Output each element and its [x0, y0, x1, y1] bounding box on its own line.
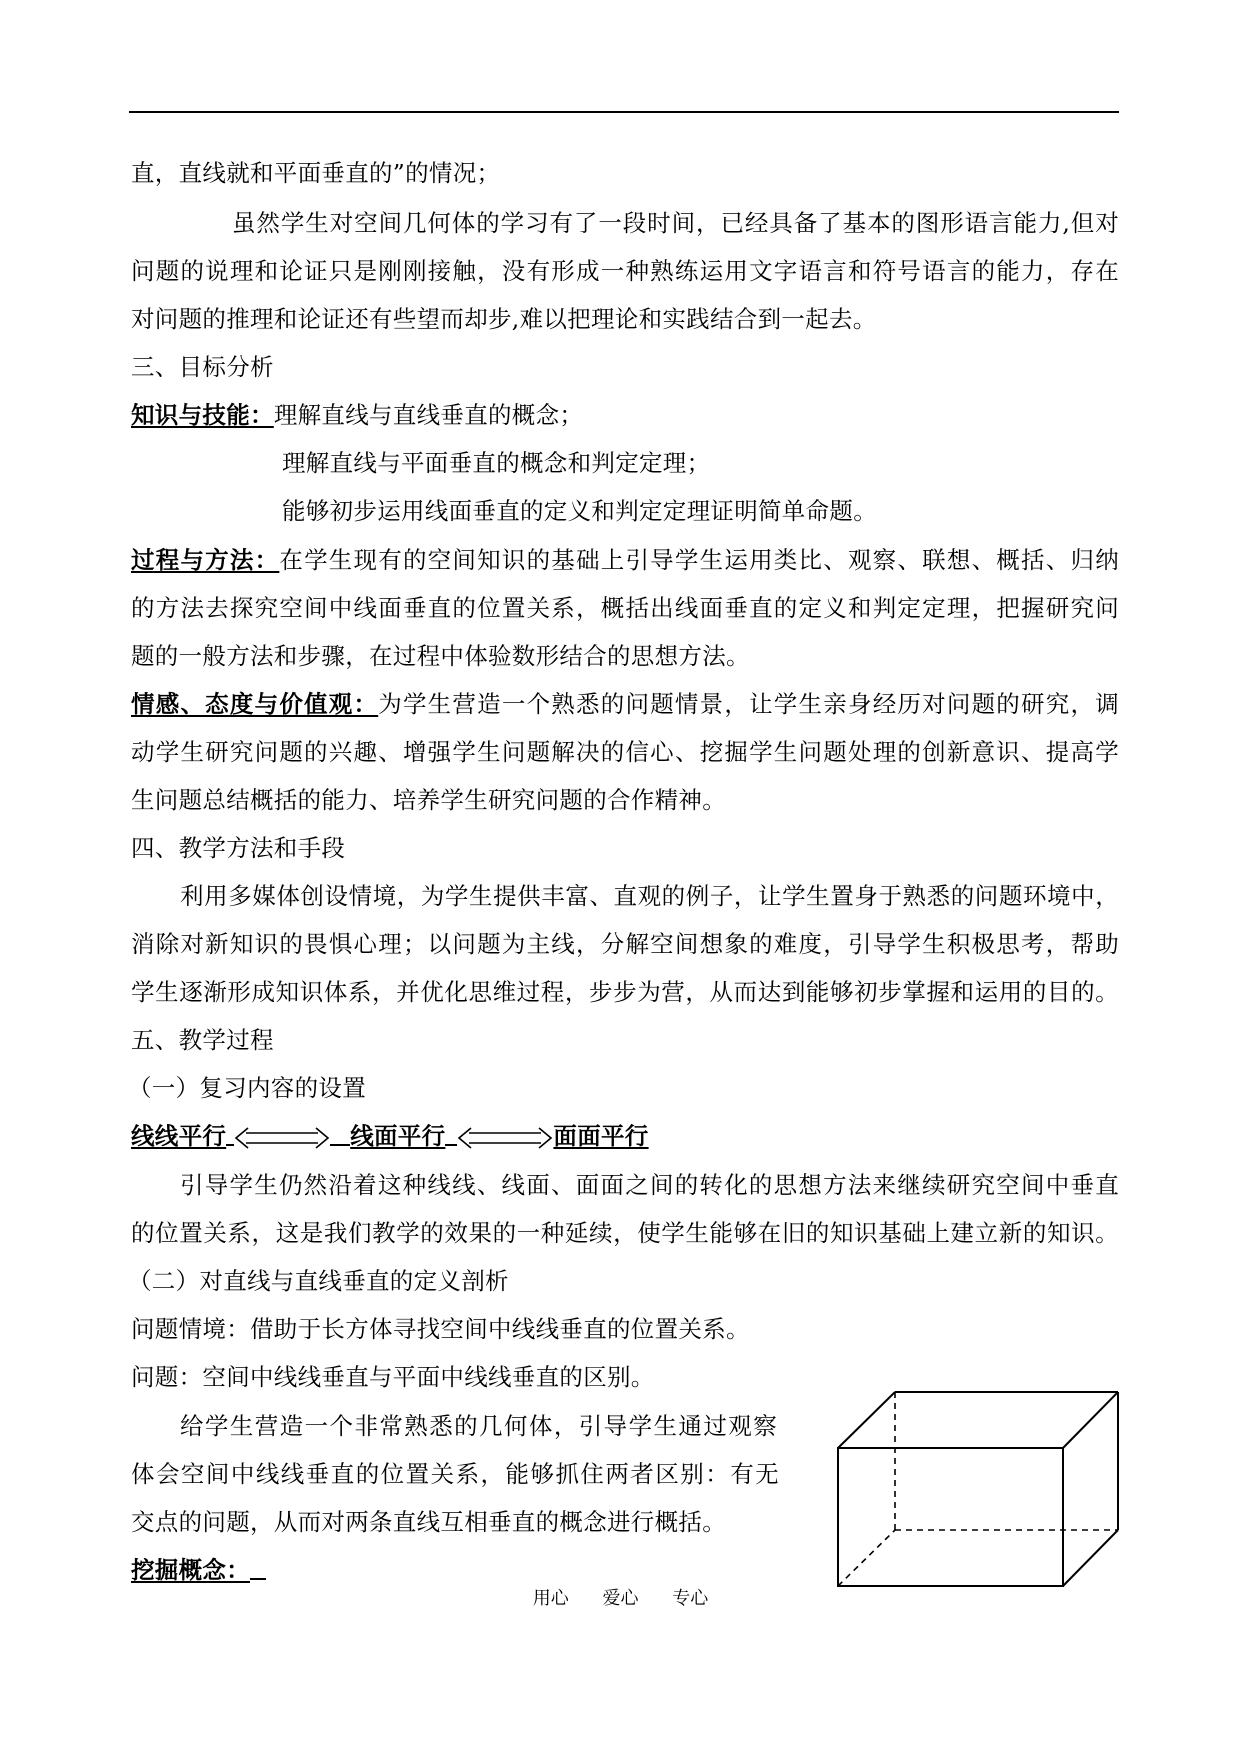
process-label: 过程与方法：	[131, 546, 280, 574]
cuboid-hidden-edge	[838, 1530, 895, 1586]
section-5-title: 五、教学过程	[131, 1026, 274, 1054]
process-line-2: 的方法去探究空间中线面垂直的位置关系，概括出线面垂直的定义和判定定理，把握研究问	[131, 594, 1119, 622]
cuboid-edge	[1063, 1530, 1118, 1586]
parallel-flow	[131, 1121, 649, 1151]
knowledge-label: 知识与技能：	[131, 401, 274, 429]
footer-word-3: 专心	[672, 1588, 709, 1609]
flow-item-plane-plane: 面面平行	[553, 1122, 649, 1150]
page-footer	[0, 1584, 1241, 1610]
paragraph-continuation: 直，直线就和平面垂直的”的情况；	[131, 159, 501, 187]
guide-line-2: 的位置关系，这是我们教学的效果的一种延续，使学生能够在旧的知识基础上建立新的知识。	[131, 1219, 1119, 1247]
students-line-1: 虽然学生对空间几何体的学习有了一段时间，已经具备了基本的图形语言能力,但对	[232, 209, 1119, 237]
flow-item-line-plane: 线面平行	[350, 1122, 446, 1150]
cuboid-edge	[1063, 1392, 1118, 1448]
method-line-2: 消除对新知识的畏惧心理；以问题为主线，分解空间想象的难度，引导学生积极思考，帮助	[131, 930, 1119, 958]
process-line-3: 题的一般方法和步骤，在过程中体验数形结合的思想方法。	[131, 642, 750, 670]
problem-situation: 问题情境：借助于长方体寻找空间中线线垂直的位置关系。	[131, 1315, 750, 1343]
knowledge-row	[131, 400, 583, 430]
subsection-2-title: （二）对直线与直线垂直的定义剖析	[128, 1267, 509, 1295]
double-arrow-icon	[234, 1126, 330, 1150]
method-line-1: 利用多媒体创设情境，为学生提供丰富、直观的例子，让学生置身于熟悉的问题环境中，	[180, 882, 1119, 910]
process-text-1: 在学生现有的空间知识的基础上引导学生运用类比、观察、联想、概括、归纳	[279, 546, 1119, 574]
section-4-title: 四、教学方法和手段	[131, 834, 346, 862]
footer-word-2: 爱心	[602, 1588, 639, 1609]
flow-item-line-line: 线线平行	[131, 1122, 227, 1150]
emotion-label: 情感、态度与价值观：	[131, 690, 379, 718]
emotion-line-3: 生问题总结概括的能力、培养学生研究问题的合作精神。	[131, 786, 726, 814]
students-line-2: 问题的说理和论证只是刚刚接触，没有形成一种熟练运用文字语言和符号语言的能力，存在	[131, 257, 1119, 285]
give-line-2: 体会空间中线线垂直的位置关系，能够抓住两者区别：有无	[131, 1460, 779, 1488]
process-line-1	[131, 545, 1119, 575]
emotion-line-2: 动学生研究问题的兴趣、增强学生问题解决的信心、挖掘学生问题处理的创新意识、提高学	[131, 738, 1119, 766]
give-line-1: 给学生营造一个非常熟悉的几何体，引导学生通过观察	[180, 1412, 777, 1440]
section-3-title: 三、目标分析	[131, 353, 274, 381]
cuboid-front-face	[838, 1448, 1063, 1586]
method-line-3: 学生逐渐形成知识体系，并优化思维过程，步步为营，从而达到能够初步掌握和运用的目的。	[131, 978, 1119, 1006]
guide-line-1: 引导学生仍然沿着这种线线、线面、面面之间的转化的思想方法来继续研究空间中垂直	[180, 1171, 1119, 1199]
subsection-1-title: （一）复习内容的设置	[128, 1074, 366, 1102]
give-line-3: 交点的问题，从而对两条直线互相垂直的概念进行概括。	[131, 1508, 726, 1536]
dig-concept-row	[131, 1555, 266, 1585]
footer-word-1: 用心	[532, 1588, 569, 1609]
knowledge-item-2: 理解直线与平面垂直的概念和判定定理；	[282, 449, 711, 477]
double-arrow-icon	[457, 1126, 553, 1150]
knowledge-item-3: 能够初步运用线面垂直的定义和判定定理证明简单命题。	[282, 497, 877, 525]
problem-question: 问题：空间中线线垂直与平面中线线垂直的区别。	[131, 1363, 655, 1391]
cuboid-edge	[838, 1392, 895, 1448]
students-line-3: 对问题的推理和论证还有些望而却步,难以把理论和实践结合到一起去。	[131, 305, 877, 333]
knowledge-item-1: 理解直线与直线垂直的概念；	[273, 401, 584, 429]
emotion-line-1	[131, 689, 1119, 719]
header-rule	[129, 111, 1119, 113]
dig-concept-label: 挖掘概念：	[131, 1556, 250, 1584]
emotion-text-1: 为学生营造一个熟悉的问题情景，让学生亲身经历对问题的研究，调	[378, 690, 1120, 718]
cuboid-figure	[833, 1390, 1123, 1590]
